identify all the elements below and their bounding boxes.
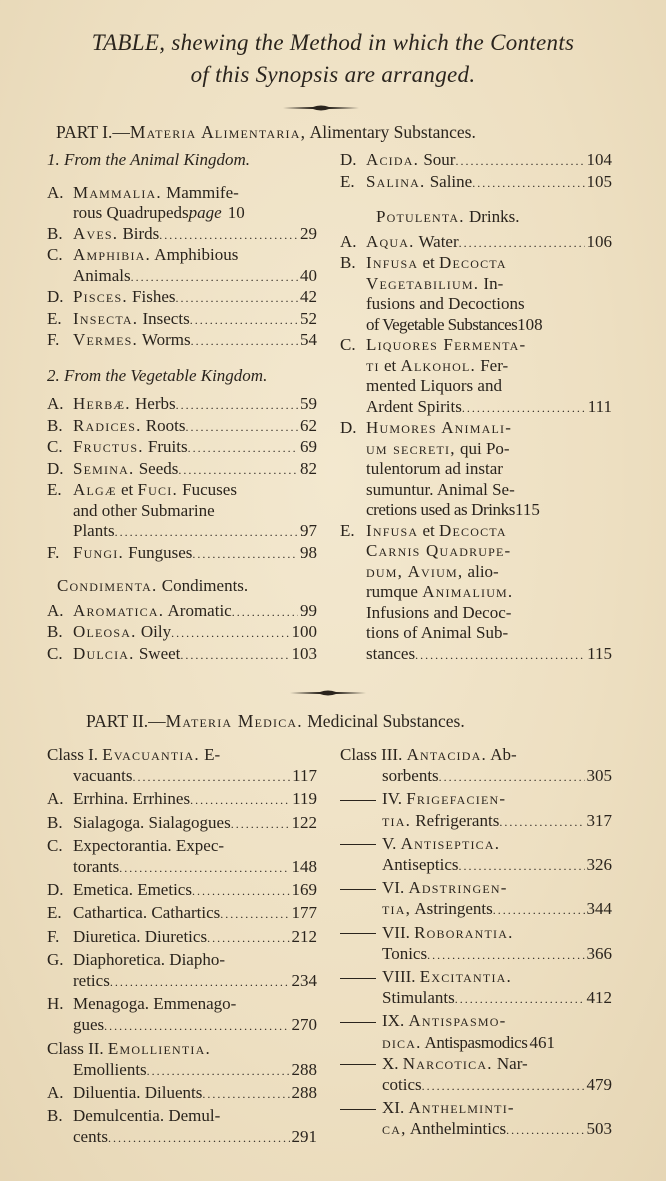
list-item: rous Quadrupeds page 10 (73, 203, 245, 222)
list-item: E. Cathartica. Cathartics . . . 177 (47, 902, 317, 925)
list-item: dum, Avium, alio- (366, 561, 499, 581)
part-2-heading (86, 711, 646, 732)
list-item: A. Aqua. Water . . . 106 (340, 232, 612, 254)
title-line-2: of this Synopsis are arranged. (190, 62, 476, 87)
list-item: um secreti, qui Po- (366, 438, 510, 458)
potulenta-heading: Potulenta. Drinks. (376, 207, 520, 226)
list-item: Emollients . . . 288 (47, 1059, 317, 1082)
list-item: tions of Animal Sub- (366, 623, 509, 642)
ornament-rule-middle (290, 689, 366, 697)
list-item: mented Liquors and (366, 376, 502, 395)
list-item: tulentorum ad instar (366, 459, 503, 478)
part-2-latin: Materia Medica. (165, 711, 303, 731)
list-item: A. Aromatica. Aromatic . . . 99 (47, 601, 317, 623)
list-item: Antiseptics . . . 326 (340, 854, 612, 877)
list-item: stances . . . 115 (340, 644, 612, 666)
class-heading: Class III. Antacida. Ab- (340, 745, 517, 764)
list-item: A. Herbæ. Herbs . . . 59 (47, 394, 317, 416)
part-1-right-column (340, 150, 612, 665)
list-item: Ardent Spirits . . . 111 (340, 397, 612, 419)
list-item: C. Fructus. Fruits . . . 69 (47, 437, 317, 459)
list-item: cretions used as Drinks 115 (366, 500, 540, 519)
list-item: D. Semina. Seeds . . . 82 (47, 459, 317, 481)
part-1-label: PART I.— (56, 122, 130, 142)
list-item: B. Aves. Birds . . . 29 (47, 224, 317, 246)
part-1-heading (56, 122, 616, 143)
list-item: Vegetabilium. In- (366, 273, 504, 293)
class-heading: VIII. Excitantia. (340, 966, 612, 987)
list-item: Carnis Quadrupe- (366, 541, 512, 560)
class-heading: VI. Adstringen- (340, 877, 612, 898)
list-item: tia, Astringents . . . 344 (340, 898, 612, 921)
list-item: C. Dulcia. Sweet . . . 103 (47, 644, 317, 666)
list-item: sorbents . . . 305 (340, 765, 612, 788)
part-2-left-column (47, 744, 317, 1150)
class-heading: X. Narcotica. Nar- (340, 1053, 612, 1074)
list-item: vacuants . . . 117 (47, 765, 317, 788)
class-heading: Class II. Emollientia. (47, 1038, 211, 1058)
list-item: gues . . . 270 (47, 1014, 317, 1037)
part-1-left-column (47, 150, 317, 665)
list-item: ti et Alkohol. Fer- (366, 355, 509, 375)
list-item: F. Fungi. Funguses . . . 98 (47, 543, 317, 565)
list-item: fusions and Decoctions (366, 294, 525, 313)
list-item: torants . . . 148 (47, 856, 317, 879)
list-item: D. Emetica. Emetics . . . 169 (47, 879, 317, 902)
list-item: Animals . . . 40 (47, 266, 317, 288)
list-item: Plants . . . 97 (47, 521, 317, 543)
part-2-right-column (340, 744, 612, 1142)
list-item: G. Diaphoretica. Diapho- (47, 949, 225, 969)
ornament-rule-top (283, 104, 359, 112)
part-1-latin: Materia Alimentaria, (129, 122, 307, 142)
list-item: Infusions and Decoc- (366, 602, 512, 622)
class-heading: XI. Anthelminti- (340, 1097, 612, 1118)
class-heading: Class I. Evacuantia. E- (47, 745, 221, 764)
list-item: C. Expectorantia. Expec- (47, 835, 225, 855)
list-item: sumuntur. Animal Se- (366, 479, 515, 499)
list-item: D. Pisces. Fishes . . . 42 (47, 287, 317, 309)
list-item: of Vegetable Substances 108 (366, 314, 543, 334)
class-heading: V. Antiseptica. (340, 833, 612, 854)
class-heading: IX. Antispasmo- (340, 1010, 612, 1031)
vegetable-kingdom-heading: 2. From the Vegetable Kingdom. (47, 365, 268, 385)
list-item: A. Diluentia. Diluents . . . 288 (47, 1082, 317, 1105)
list-item: Stimulants . . . 412 (340, 987, 612, 1010)
list-item: cotics . . . 479 (340, 1074, 612, 1097)
list-item: C. Amphibia. Amphibious (47, 245, 239, 264)
list-item: retics . . . 234 (47, 970, 317, 993)
list-item: B. Infusa et Decocta (340, 253, 507, 272)
list-item: D. Humores Animali- (340, 418, 513, 437)
part-2-label: PART II.— (86, 711, 166, 731)
list-item: B. Radices. Roots . . . 62 (47, 416, 317, 438)
list-item: tia. Refrigerants . . . 317 (340, 810, 612, 833)
list-item: E. Algæ et Fuci. Fucuses (47, 480, 237, 499)
list-item: A. Mammalia. Mammife- (47, 182, 239, 202)
list-item: A. Errhina. Errhines . . . 119 (47, 788, 317, 811)
class-heading: IV. Frigefacien- (340, 788, 612, 809)
part-1-english: Alimentary Substances. (309, 122, 476, 142)
list-item: ca, Anthelmintics . . . 503 (340, 1118, 612, 1141)
class-heading: VII. Roborantia. (340, 922, 612, 943)
list-item: D. Acida. Sour . . . 104 (340, 150, 612, 172)
list-item: E. Insecta. Insects . . . 52 (47, 309, 317, 331)
title-line-1: TABLE, shewing the Method in which the Contents (91, 30, 575, 55)
list-item: F. Diuretica. Diuretics . . . 212 (47, 926, 317, 949)
list-item: H. Menagoga. Emmenago- (47, 994, 237, 1014)
list-item: E. Salina. Saline . . . 105 (340, 172, 612, 194)
list-item: E. Infusa et Decocta (340, 520, 507, 540)
list-item: and other Submarine (73, 500, 215, 520)
list-item: F. Vermes. Worms . . . 54 (47, 330, 317, 352)
list-item: B. Demulcentia. Demul- (47, 1106, 221, 1126)
list-item: cents . . . 291 (47, 1126, 317, 1149)
condimenta-heading: Condimenta. Condiments. (57, 576, 249, 595)
list-item: dica. Antispasmodics 461 (382, 1032, 556, 1052)
part-2-english: Medicinal Substances. (307, 711, 465, 731)
list-item: B. Oleosa. Oily . . . 100 (47, 622, 317, 644)
list-item: C. Liquores Fermenta- (340, 335, 527, 354)
list-item: Tonics . . . 366 (340, 943, 612, 966)
list-item: B. Sialagoga. Sialagogues . . . 122 (47, 812, 317, 835)
list-item: rumque Animalium. (366, 582, 514, 601)
animal-kingdom-heading: 1. From the Animal Kingdom. (47, 150, 251, 169)
